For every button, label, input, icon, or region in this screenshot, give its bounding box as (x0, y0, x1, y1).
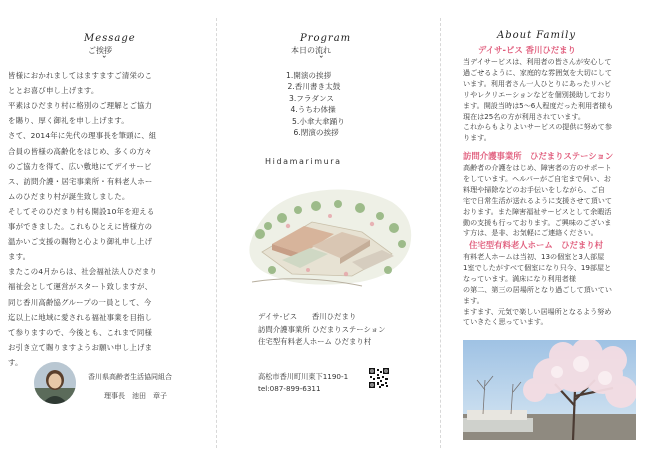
about-section-line: リやレクリエーションなどを個別援助しており (463, 89, 612, 99)
about-section-line: 過ごせるように、家庭的な雰囲気を大切にして (463, 67, 612, 77)
about-section-line: 現在は25名の方が利用されています。 (463, 111, 585, 121)
address-text: 高松市香川町川東下1190-1 (258, 372, 349, 381)
service-line: 訪問介護事業所 ひだまりステーション (258, 324, 386, 334)
about-section-line: をしています。ヘルパーがご自宅まで伺い、お (463, 173, 611, 183)
message-line: そしてそのひだまり村も開設10年を迎える (8, 206, 155, 216)
about-section-heading: 訪問介護事業所 ひだまりステーション (463, 151, 614, 161)
about-section-line: 料理や掃除などのお手伝いをしながら、ご自 (463, 184, 605, 194)
about-section-line: ますます、元気で楽しい居場所となるよう努め (463, 306, 612, 316)
about-section-heading: 住宅型有料老人ホーム ひだまり村 (469, 240, 603, 250)
tick-mark-icon: ˇ (102, 56, 107, 66)
message-subtitle: ご挨拶 (88, 46, 112, 55)
message-line: す。 (8, 357, 23, 367)
about-section-line: 宅で日常生活が送れるように支援させて頂いて (463, 195, 612, 205)
about-family-title: About Family (497, 30, 577, 41)
message-line: お引き立て賜りますようお願い申し上げま (8, 342, 153, 352)
message-line: を賜り、厚く御礼を申し上げます。 (8, 116, 129, 126)
about-section-line: 有料老人ホームは当初、13の個室と3人部屋 (463, 252, 605, 261)
program-item: 6.閉演の挨拶 (293, 128, 339, 137)
program-item: 2.香川書き太鼓 (287, 82, 341, 92)
program-item: 1.開演の挨拶 (286, 71, 332, 80)
about-section-line: 1室でしたがすべて個室になり只今、19部屋と (463, 262, 612, 272)
about-section-line: ます。 (463, 295, 484, 305)
about-section-line: なっています。満床になり利用者様 (463, 273, 576, 283)
about-section-line: ていきたく思っています。 (463, 317, 548, 327)
message-line: 皆様におかれましてはますますご清栄のこ (8, 71, 153, 80)
about-section-line: す方は、是非、お気軽にご連絡ください。 (463, 228, 598, 238)
message-line: 事ができました。これもひとえに皆様方の (8, 222, 153, 231)
cherry-blossom-photo (463, 340, 636, 440)
panel-divider-left (216, 18, 217, 448)
facility-illustration (242, 174, 420, 292)
about-section-line: 動の支援も行っております。ご興味のございま (463, 217, 612, 227)
tel-text: tel:087-899-6311 (258, 384, 321, 393)
message-line: て参りますので、今後とも、これまで同様 (8, 327, 153, 337)
signature-name: 池田 章子 (132, 392, 167, 400)
message-line: 同じ香川高齢協グループの一員として、今 (8, 297, 152, 307)
message-line: 平素はひだまり村に格別のご理解とご協力 (8, 101, 153, 111)
about-section-line: 高齢者の介護をはじめ、障害者の方のサポート (463, 163, 612, 172)
about-section-heading: デイサ-ビス 香川ひだまり (478, 45, 576, 55)
about-section-line: ます。開設当時は5〜6人程度だった利用者様も (463, 100, 614, 110)
signature-org: 香川県高齢者生活協同組合 (88, 373, 172, 381)
message-line: 福祉会として運営がスタート致しますが、 (8, 282, 153, 292)
message-line: ととお喜び申し上げます。 (8, 86, 99, 96)
message-line: ス、訪問介護・居宅事業所・有料老人ホー (8, 176, 153, 186)
message-line: 温かいご支援の賜物と心より御礼申し上げ (8, 237, 153, 247)
about-section-line: います。利用者さん一人ひとりにあったリハビ (463, 78, 612, 88)
service-line: デイサ-ビス 香川ひだまり (258, 312, 357, 321)
chairperson-photo (34, 362, 76, 404)
program-subtitle: 本日の流れ (291, 46, 331, 55)
message-line: ムのひだまり村が誕生致しました。 (8, 191, 130, 201)
program-title: Program (300, 33, 352, 44)
about-section-line: おります。また障害福祉サービスとして余暇活 (463, 206, 612, 216)
message-line: さて、2014年に先代の理事長を筆頭に、組 (8, 131, 157, 141)
message-line: 合員の皆様の高齢化をはじめ、多くの方々 (8, 146, 152, 156)
about-section-line: これからもよりよいサービスの提供に努めて参 (463, 122, 612, 132)
about-section-line: ります。 (463, 133, 491, 143)
program-item: 3.フラダンス (289, 93, 334, 103)
service-line: 住宅型有料老人ホーム ひだまり村 (258, 337, 372, 346)
panel-divider-right (440, 18, 441, 448)
message-line: のご協力を得て、広い敷地にてデイサービ (8, 161, 152, 171)
program-item: 4.うちわ体操 (290, 105, 336, 115)
message-line: ます。 (8, 252, 31, 262)
message-line: 迄以上に地域に愛される福祉事業を目指し (8, 312, 153, 322)
message-line: またこの4月からは、社会福祉法人ひだまり (8, 267, 158, 277)
message-title: Message (84, 33, 136, 44)
signature-role: 理事長 (104, 392, 125, 400)
about-section-line: 当デイサービスは、利用者の皆さんが安心して (463, 57, 612, 66)
about-section-line: の第二、第三の居場所となり過ごして頂いてい (463, 284, 612, 294)
program-item: 5.小傘大傘踊り (292, 116, 345, 126)
tick-mark-icon: ˇ (319, 56, 324, 66)
qr-code-icon[interactable] (369, 368, 389, 388)
hidamarimura-title: Hidamarimura (265, 157, 342, 166)
